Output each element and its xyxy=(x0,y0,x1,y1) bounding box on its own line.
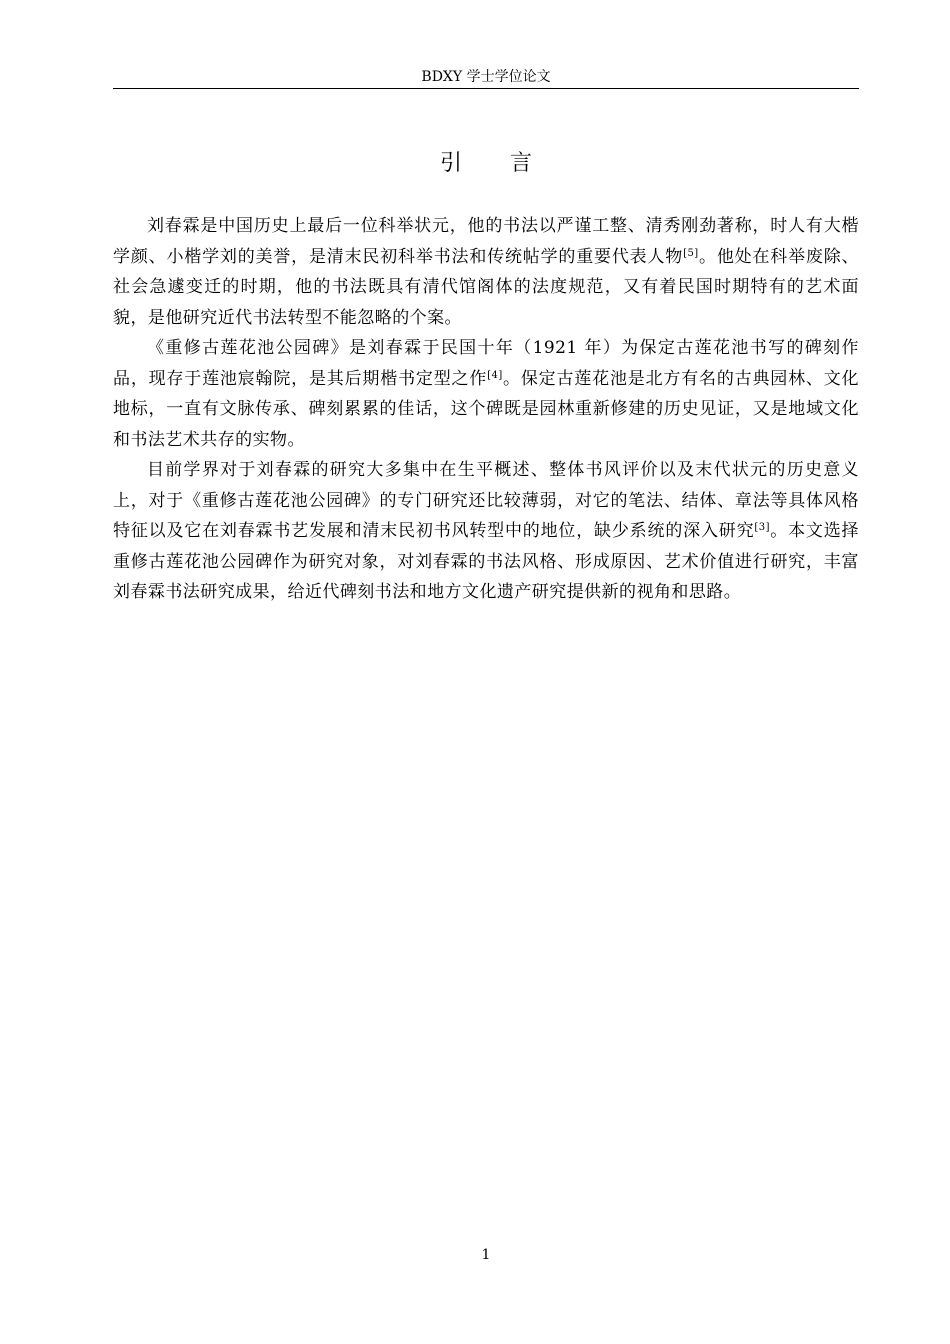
paragraph-text: 《重修古莲花池公园碑》是刘春霖于民国十年（1921 年）为保定古莲花池书写的碑刻作品，现存于莲池宸翰院，是其后期楷书定型之作 xyxy=(113,338,859,389)
citation-marker: [4] xyxy=(487,369,503,381)
paragraph-3 xyxy=(113,455,859,608)
paragraph-text: 。本文选择重修古莲花池公园碑作为研究对象，对刘春霖的书法风格、形成原因、艺术价值进行研究，丰富刘春霖书法研究成果，给近代碑刻书法和地方文化遗产研究提供新的视角和思路。 xyxy=(113,521,860,602)
paragraph-1 xyxy=(113,211,859,333)
paragraph-text: 目前学界对于刘春霖的研究大多集中在生平概述、整体书风评价以及末代状元的历史意义上，对于《重修古莲花池公园碑》的专门研究还比较薄弱，对它的笔法、结体、章法等具体风格特征以及它在刘春霖书艺发展和清末民初书风转型中的地位，缺少系统的深入研究 xyxy=(113,460,859,541)
header-divider xyxy=(113,88,859,89)
section-title: 引言 xyxy=(439,151,580,176)
paragraph-2 xyxy=(113,333,859,455)
page-number: 1 xyxy=(481,1247,491,1263)
paragraph-text: 。保定古莲花池是北方有名的古典园林、文化地标，一直有文脉传承、碑刻累累的佳话，这个碑既是园林重新修建的历史见证，又是地域文化和书法艺术共存的实物。 xyxy=(113,368,860,450)
running-header: BDXY 学士学位论文 xyxy=(421,69,551,85)
paragraph-text: 。他处在科举废除、社会急遽变迁的时期，他的书法既具有清代馆阁体的法度规范，又有着民国时期特有的艺术面貌，是他研究近代书法转型不能忽略的个案。 xyxy=(113,246,859,328)
citation-marker: [3] xyxy=(754,522,770,533)
paragraph-text: 刘春霖是中国历史上最后一位科举状元，他的书法以严谨工整、清秀刚劲著称，时人有大楷学颜、小楷学刘的美誉，是清末民初科举书法和传统帖学的重要代表人物 xyxy=(113,216,859,267)
citation-marker: [5] xyxy=(683,247,699,259)
body-text xyxy=(113,211,859,608)
